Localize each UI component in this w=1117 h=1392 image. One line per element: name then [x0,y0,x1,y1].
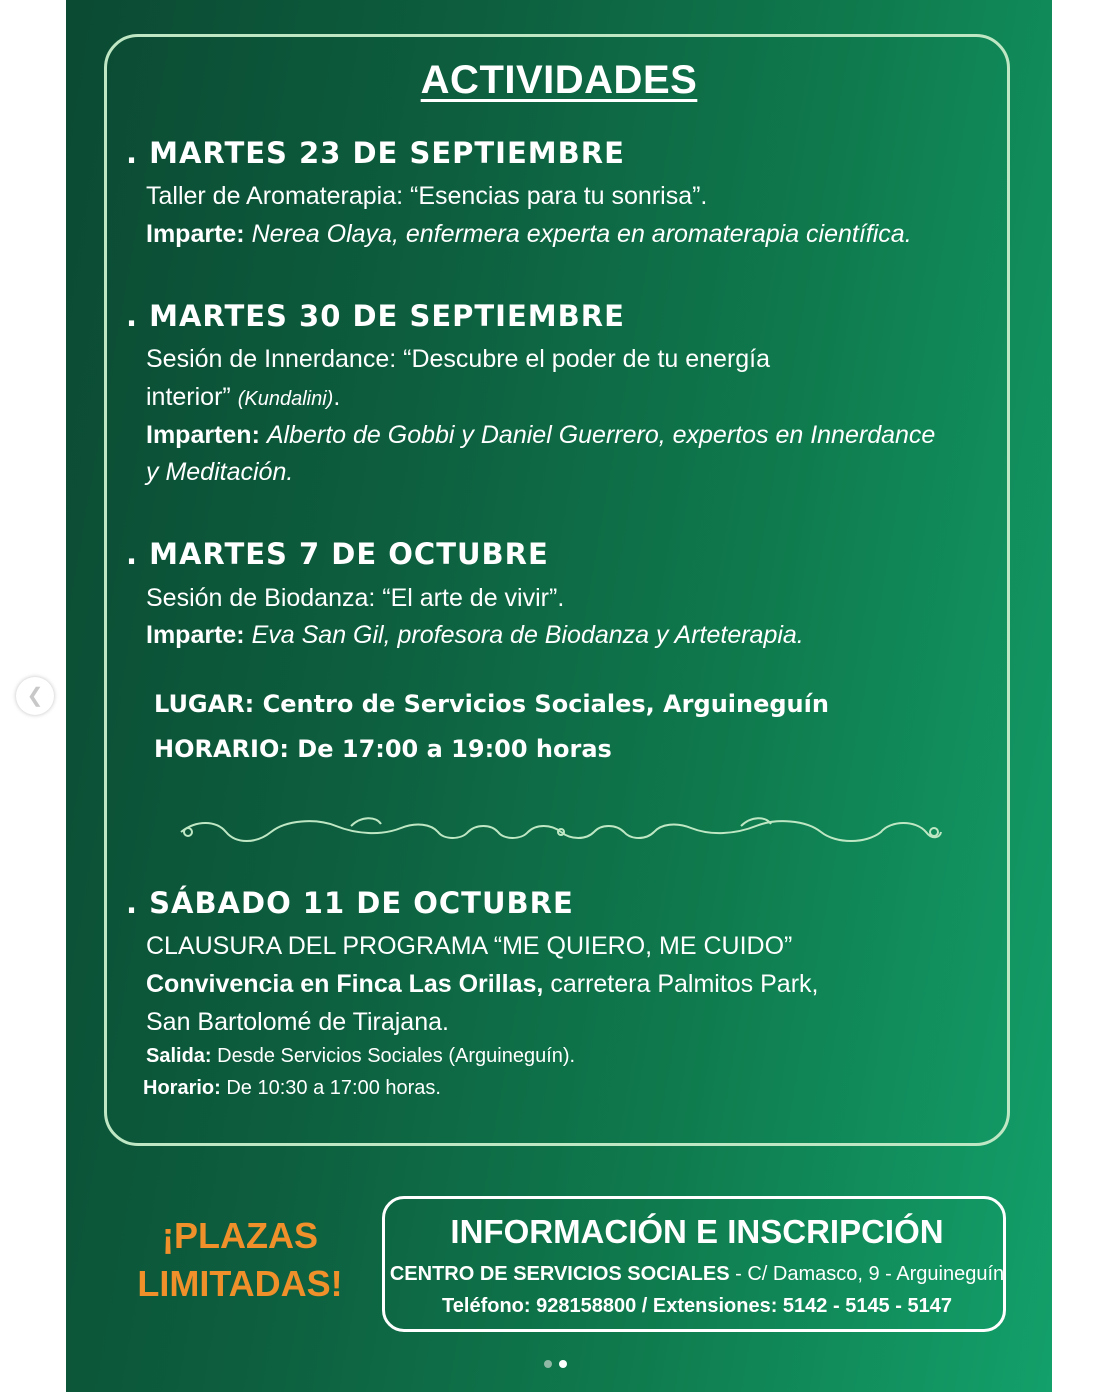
event-1-teacher-label: Imparte: [146,220,245,248]
closing-line2-bold: Convivencia en Finca Las Orillas, [146,970,544,998]
event-1-teacher-name: Nerea Olaya, enfermera experta en aromaterapia científica. [251,220,912,248]
event-3-activity: Sesión de Biodanza: “El arte de vivir”. [146,584,565,612]
info-title: INFORMACIÓN E INSCRIPCIÓN [450,1213,944,1250]
event-1-header: . MARTES 23 DE SEPTIEMBRE [126,136,625,170]
event-3-teacher-label: Imparte: [146,621,245,649]
poster-title: ACTIVIDADES [420,58,698,102]
closing-line1: CLAUSURA DEL PROGRAMA “ME QUIERO, ME CUIDO” [146,932,793,960]
limited-places-line1: ¡PLAZAS [162,1215,318,1256]
closing-hours-text: De 10:30 a 17:00 horas. [220,1077,441,1099]
carousel-dot-1[interactable] [544,1360,552,1368]
poster-image [66,0,1052,1392]
limited-places-line2: LIMITADAS! [137,1263,343,1304]
event-2-teacher-name: Alberto de Gobbi y Daniel Guerrero, expertos en Innerdance [266,421,936,449]
event-2-teacher-label: Imparten: [146,421,260,449]
event-3-header: . MARTES 7 DE OCTUBRE [126,537,549,571]
carousel-prev-button[interactable] [16,677,54,715]
event-2-activity-end: . [333,383,341,411]
event-2-activity-line1: Sesión de Innerdance: “Descubre el poder de tu energía [146,345,771,373]
closing-departure [146,1045,575,1068]
closing-hours [143,1077,441,1100]
event-2-teacher-name-cont: y Meditación. [146,458,294,486]
event-2-activity-text: interior” [146,383,231,411]
closing-hours-label: Horario: [143,1077,221,1099]
schedule-text: HORARIO: De 17:00 a 19:00 horas [154,735,612,763]
ornament-divider [176,812,946,852]
event-1-teacher [146,220,912,249]
event-3-teacher [146,621,804,650]
info-center [385,1263,1009,1286]
chevron-left-icon: ❮ [26,685,44,707]
closing-departure-text: Desde Servicios Sociales (Arguineguín). [211,1045,576,1067]
closing-line2-rest: carretera Palmitos Park, [543,970,819,998]
event-2-activity-line2 [146,383,340,412]
event-3-teacher-name: Eva San Gil, profesora de Biodanza y Arteterapia. [251,621,804,649]
info-center-address: - C/ Damasco, 9 - Arguineguín [729,1263,1005,1285]
event-1-activity: Taller de Aromaterapia: “Esencias para tu sonrisa”. [146,182,708,210]
event-2-teacher [146,421,935,450]
carousel-dot-2[interactable] [559,1360,567,1368]
event-2-teacher-line2 [146,458,293,487]
closing-line2 [146,970,818,999]
info-center-name: CENTRO DE SERVICIOS SOCIALES [389,1263,730,1285]
closing-departure-label: Salida: [146,1045,212,1067]
closing-header: . SÁBADO 11 DE OCTUBRE [126,886,574,920]
closing-line3: San Bartolomé de Tirajana. [146,1008,449,1036]
info-phone: Teléfono: 928158800 / Extensiones: 5142 - 5145 - 5147 [442,1295,952,1317]
event-2-activity-note: (Kundalini) [237,388,334,410]
event-2-header: . MARTES 30 DE SEPTIEMBRE [126,299,625,333]
limited-places-text [130,1212,350,1308]
info-box [382,1196,1006,1332]
place-text: LUGAR: Centro de Servicios Sociales, Arguineguín [154,690,829,718]
